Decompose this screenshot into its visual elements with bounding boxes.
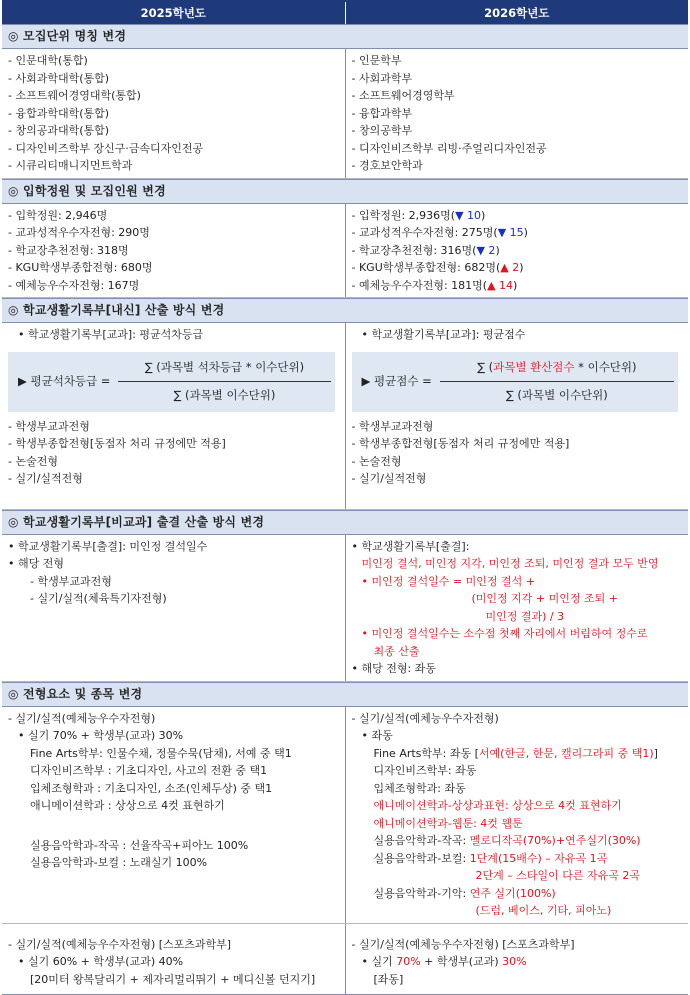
list-item: - 실기/실적(예체능우수자전형) xyxy=(352,710,683,728)
list-item: - 인문학부 xyxy=(352,52,683,70)
formula-lhs: ▶ 평균석차등급 = xyxy=(18,373,110,391)
formula-box xyxy=(352,352,679,412)
list-item xyxy=(352,259,683,277)
formula-part: * 이수단위) xyxy=(575,360,637,374)
formula-changed-part: 과목별 환산점수 xyxy=(493,360,574,374)
col-2025 xyxy=(2,707,345,923)
quota-text: - 입학정원: 2,936명( xyxy=(352,209,456,222)
list-item: - 실기/실적(예체능우수자전형) [스포츠과학부] xyxy=(8,936,339,954)
list-item: 디자인비즈학부: 좌동 xyxy=(352,762,683,780)
text-part: Fine Arts학부: 좌동 [ xyxy=(374,747,479,760)
text-part: 실용음악학과-작곡: xyxy=(374,834,470,847)
changed-text: 30% xyxy=(502,955,526,968)
bullet-heading: • 학교생활기록부[교과]: 평균석차등급 xyxy=(8,326,339,344)
list-item: - 실기/실적전형 xyxy=(8,470,339,488)
formula-numerator: ∑ (과목별 석차등급 * 이수단위) xyxy=(118,359,330,383)
list-item: 디자인비즈학부 : 기초디자인, 사고의 전환 중 택1 xyxy=(8,762,339,780)
text-part: 실용음악학과-기악: xyxy=(374,887,470,900)
section-row-elements-arts xyxy=(2,707,688,924)
changed-text: • 미인정 결석일수는 소수점 첫째 자리에서 버림하여 정수로 xyxy=(352,625,683,643)
list-item: - 경호보안학과 xyxy=(352,157,683,175)
list-item: - 융합과학대학(통합) xyxy=(8,105,339,123)
list-item: - 학생부종합전형[동점자 처리 규정에만 적용] xyxy=(352,435,683,453)
formula-denominator: ∑ (과목별 이수단위) xyxy=(440,382,674,405)
section-row-elements-sports xyxy=(2,924,688,995)
list-item: Fine Arts학부: 인물수채, 정물수묵(담채), 서예 중 택1 xyxy=(8,745,339,763)
bullet-heading: • 학교생활기록부[교과]: 평균점수 xyxy=(352,326,683,344)
col-2025 xyxy=(2,323,345,509)
formula-box xyxy=(8,352,335,412)
changed-text: (미인정 지각 + 미인정 조퇴 + xyxy=(352,590,683,608)
paren-close: ) xyxy=(481,209,485,222)
list-item: - 소프트웨어경영대학(통합) xyxy=(8,87,339,105)
table-header xyxy=(2,0,688,24)
list-item: - 인문대학(통합) xyxy=(8,52,339,70)
changed-text: 70% xyxy=(396,955,420,968)
quota-text: - 예체능우수자전형: 181명( xyxy=(352,279,488,292)
bullet-heading: • 실기 60% + 학생부(교과) 40% xyxy=(8,953,339,971)
section-title-quota: ◎ 입학정원 및 모집인원 변경 xyxy=(2,179,688,204)
section-row-attendance xyxy=(2,535,688,682)
list-item: - 예체능우수자전형: 167명 xyxy=(8,277,339,295)
col-2026 xyxy=(345,924,689,995)
section-title-attendance: ◎ 학교생활기록부[비교과] 출결 산출 방식 변경 xyxy=(2,510,688,535)
header-2025: 2025학년도 xyxy=(2,2,345,24)
list-item: - 학생부교과전형 xyxy=(8,418,339,436)
bullet-heading: • 학교생활기록부[출결]: xyxy=(352,538,683,556)
section-row-quota xyxy=(2,204,688,299)
decrease-mark: ▼ 10 xyxy=(455,209,481,222)
formula-fraction xyxy=(118,359,330,405)
changed-text: 서예(한글, 한문, xyxy=(479,747,561,760)
changed-text: 1단계(15배수) – 자유곡 1곡 xyxy=(470,852,608,865)
formula-fraction xyxy=(440,359,674,405)
list-item: - 디자인비즈학부 리빙·주얼리디자인전공 xyxy=(352,140,683,158)
section-title-elements: ◎ 전형요소 및 종목 변경 xyxy=(2,682,688,707)
quota-text: - KGU학생부종합전형: 682명( xyxy=(352,261,501,274)
formula-denominator: ∑ (과목별 이수단위) xyxy=(118,382,330,405)
col-2026 xyxy=(345,707,689,923)
bullet-heading: • 실기 70% + 학생부(교과) 30% xyxy=(8,727,339,745)
col-2026 xyxy=(345,323,689,509)
paren-close: ) xyxy=(495,244,499,257)
list-item: - KGU학생부종합전형: 680명 xyxy=(8,259,339,277)
bullet-heading: • 좌동 xyxy=(352,727,683,745)
list-item: - 소프트웨어경영학부 xyxy=(352,87,683,105)
changed-text: 미인정 결과) / 3 xyxy=(352,608,683,626)
text-part: • 실기 xyxy=(362,955,397,968)
list-item: [좌동] xyxy=(352,971,683,989)
col-2026 xyxy=(345,535,689,681)
list-item: - 실기/실적전형 xyxy=(352,470,683,488)
decrease-mark: ▼ 15 xyxy=(498,226,524,239)
list-item: - 사회과학부 xyxy=(352,70,683,88)
changed-text: 연주 실기(100%) xyxy=(470,887,556,900)
changed-text: 중 택1) xyxy=(614,747,654,760)
changed-text: 캘리그라피 xyxy=(561,747,614,760)
changed-text: 애니메이션학과-상상과표현: 상상으로 4컷 표현하기 xyxy=(352,797,683,815)
col-2025 xyxy=(2,535,345,681)
paren-close: ) xyxy=(519,261,523,274)
paren-close: ) xyxy=(524,226,528,239)
col-2025 xyxy=(2,924,345,995)
changed-text: 애니메이션학과-웹툰: 4컷 웹툰 xyxy=(352,815,683,833)
col-2026 xyxy=(345,49,689,178)
increase-mark: ▲ 14 xyxy=(487,279,513,292)
bullet-heading: • 학교생활기록부[출결]: 미인정 결석일수 xyxy=(8,538,339,556)
list-item: - 학교장추천전형: 318명 xyxy=(8,242,339,260)
list-item: 입체조형학과 : 기초디자인, 소조(인체두상) 중 택1 xyxy=(8,780,339,798)
list-item xyxy=(352,277,683,295)
list-item: - 시큐리티매니지먼트학과 xyxy=(8,157,339,175)
list-item: [20미터 왕복달리기 + 제자리멀리뛰기 + 메디신볼 던지기] xyxy=(8,971,339,989)
changed-text: 미인정 결석, 미인정 지각, 미인정 조퇴, 미인정 결과 모두 반영 xyxy=(352,555,683,573)
formula-lhs: ▶ 평균점수 = xyxy=(362,373,432,391)
text-part: ] xyxy=(654,747,658,760)
list-item: 입체조형학과: 좌동 xyxy=(352,780,683,798)
increase-mark: ▲ 2 xyxy=(500,261,519,274)
list-item: - 논술전형 xyxy=(352,453,683,471)
list-item xyxy=(352,850,683,868)
list-item: - 융합과학부 xyxy=(352,105,683,123)
changed-text: • 미인정 결석일수 = 미인정 결석 + xyxy=(352,573,683,591)
col-2026 xyxy=(345,204,689,298)
section-row-unit-names xyxy=(2,49,688,179)
text-part: 실용음악학과-보컬: xyxy=(374,852,470,865)
bullet-heading: • 해당 전형 xyxy=(8,555,339,573)
section-title-unit-names: ◎ 모집단위 명칭 변경 xyxy=(2,24,688,49)
formula-numerator xyxy=(440,359,674,383)
list-item: - 창의공과대학(통합) xyxy=(8,122,339,140)
list-item: - 입학정원: 2,946명 xyxy=(8,207,339,225)
list-item xyxy=(352,242,683,260)
list-item xyxy=(352,832,683,850)
changed-text: (드럼, 베이스, 기타, 피아노) xyxy=(352,902,683,920)
list-item: - 논술전형 xyxy=(8,453,339,471)
list-item: - 실기/실적(예체능우수자전형) [스포츠과학부] xyxy=(352,936,683,954)
list-item: 실용음악학과-작곡 : 선율작곡+피아노 100% xyxy=(8,837,339,855)
col-2025 xyxy=(2,204,345,298)
header-2026: 2026학년도 xyxy=(345,2,689,24)
list-item xyxy=(352,224,683,242)
changed-text: 최종 산출 xyxy=(352,643,683,661)
col-2025 xyxy=(2,49,345,178)
list-item: - 학생부교과전형 xyxy=(352,418,683,436)
list-item: - 학생부종합전형[동점자 처리 규정에만 적용] xyxy=(8,435,339,453)
list-item xyxy=(352,207,683,225)
section-title-grade-calc: ◎ 학교생활기록부[내신] 산출 방식 변경 xyxy=(2,298,688,323)
list-item: 실용음악학과-보컬 : 노래실기 100% xyxy=(8,854,339,872)
text-part: + 학생부(교과) xyxy=(421,955,502,968)
decrease-mark: ▼ 2 xyxy=(476,244,495,257)
formula-part: ∑ ( xyxy=(477,360,493,374)
list-item: - 학생부교과전형 xyxy=(8,573,339,591)
list-item: - 실기/실적(체육특기자전형) xyxy=(8,590,339,608)
quota-text: - 교과성적우수자전형: 275명( xyxy=(352,226,498,239)
section-row-grade-calc xyxy=(2,323,688,510)
list-item: 애니메이션학과 : 상상으로 4컷 표현하기 xyxy=(8,797,339,815)
list-item xyxy=(352,745,683,763)
list-item: - 교과성적우수자전형: 290명 xyxy=(8,224,339,242)
comparison-table xyxy=(2,0,688,995)
list-item: - 창의공학부 xyxy=(352,122,683,140)
changed-text: 2단계 – 스타일이 다른 자유곡 2곡 xyxy=(352,867,683,885)
paren-close: ) xyxy=(513,279,517,292)
bullet-heading: • 해당 전형: 좌동 xyxy=(352,660,683,678)
changed-text: 멜로디작곡(70%)+연주실기(30%) xyxy=(470,834,641,847)
list-item xyxy=(352,885,683,903)
quota-text: - 학교장추천전형: 316명( xyxy=(352,244,477,257)
list-item: - 실기/실적(예체능우수자전형) xyxy=(8,710,339,728)
list-item: - 디자인비즈학부 장신구·금속디자인전공 xyxy=(8,140,339,158)
list-item: - 사회과학대학(통합) xyxy=(8,70,339,88)
